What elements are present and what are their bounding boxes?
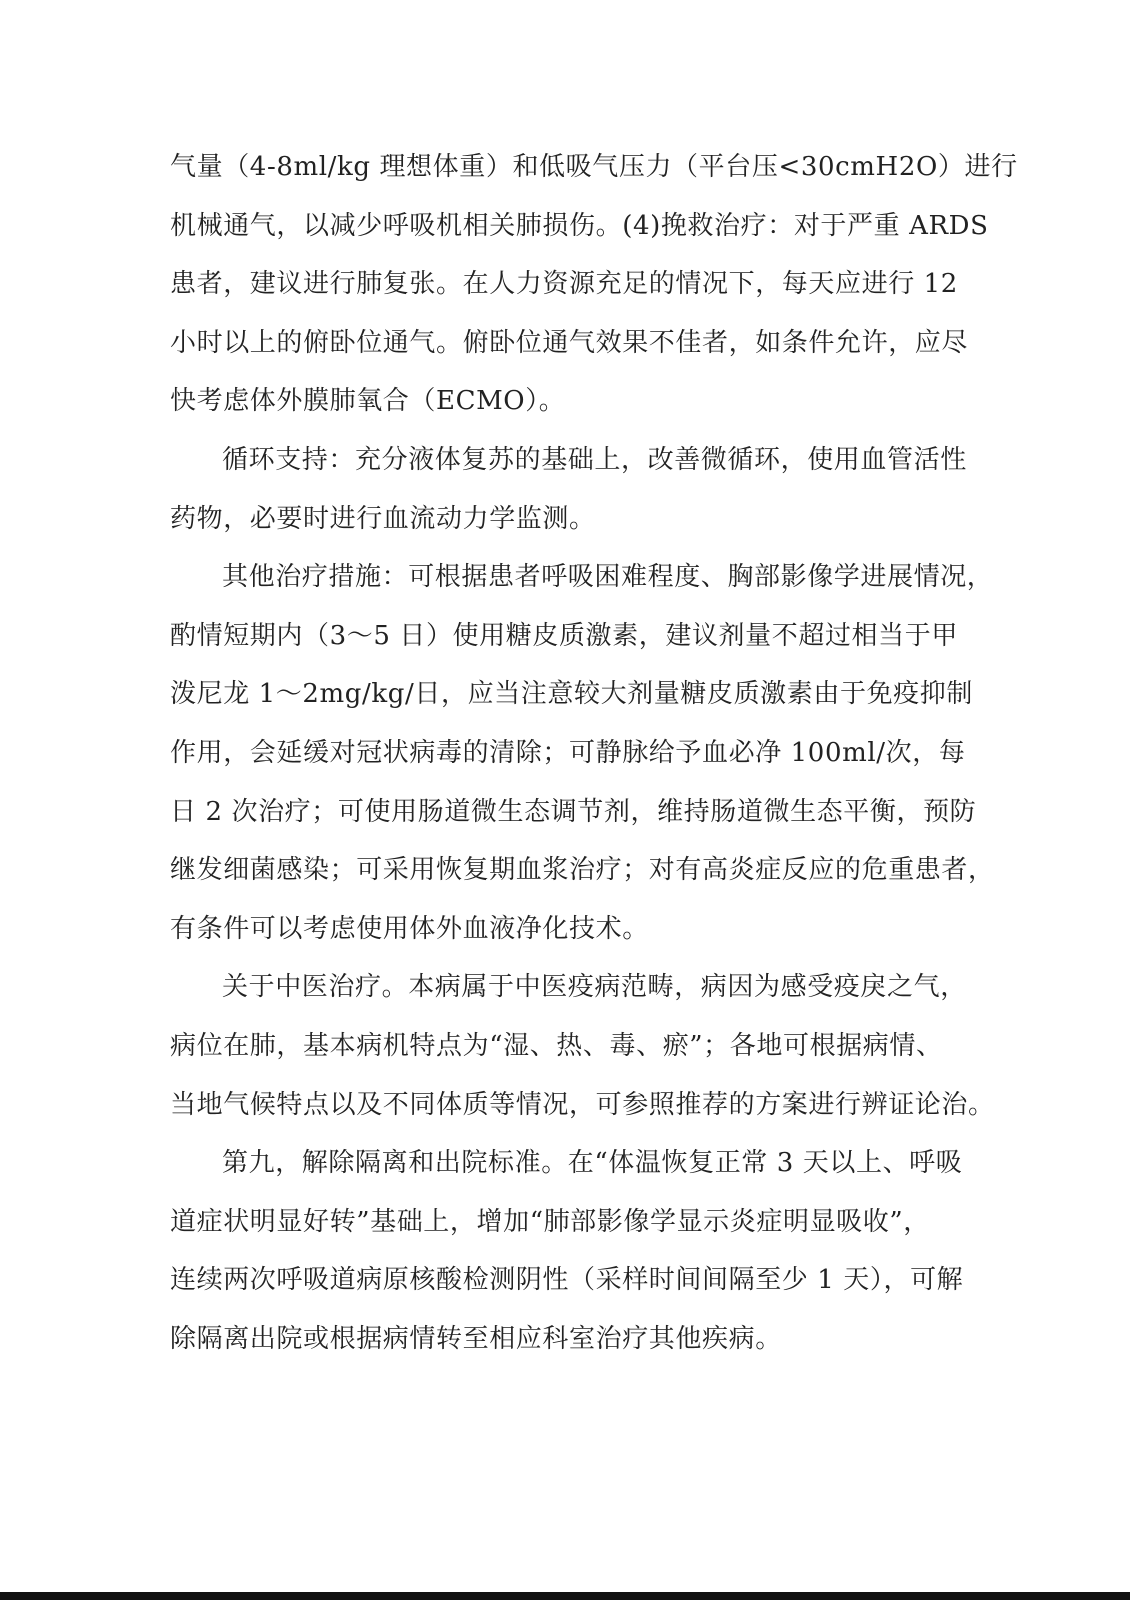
text-line: 有条件可以考虑使用体外血液净化技术。: [170, 913, 649, 944]
text-line: 泼尼龙 1～2mg/kg/日，应当注意较大剂量糖皮质激素由于免疫抑制: [170, 679, 973, 710]
text-line: 患者，建议进行肺复张。在人力资源充足的情况下，每天应进行 12: [170, 269, 958, 300]
bottom-border: [0, 1592, 1130, 1600]
text-line: 当地气候特点以及不同体质等情况，可参照推荐的方案进行辨证论治。: [170, 1089, 995, 1120]
paragraph-start-line: 循环支持：充分液体复苏的基础上，改善微循环，使用血管活性: [222, 444, 967, 475]
text-line: 日 2 次治疗；可使用肠道微生态调节剂，维持肠道微生态平衡，预防: [170, 796, 977, 827]
paragraph-start-line: 第九，解除隔离和出院标准。在“体温恢复正常 3 天以上、呼吸: [222, 1148, 963, 1179]
text-line: 气量（4-8ml/kg 理想体重）和低吸气压力（平台压<30cmH2O）进行: [170, 152, 1018, 182]
paragraph-start-line: 关于中医治疗。本病属于中医疫病范畴，病因为感受疫戾之气，: [222, 972, 967, 1003]
text-line: 药物，必要时进行血流动力学监测。: [170, 503, 596, 534]
text-line: 除隔离出院或根据病情转至相应科室治疗其他疾病。: [170, 1323, 782, 1354]
paragraph-start-line: 其他治疗措施：可根据患者呼吸困难程度、胸部影像学进展情况，: [222, 562, 994, 593]
text-line: 道症状明显好转”基础上，增加“肺部影像学显示炎症明显吸收”，: [170, 1206, 930, 1237]
text-line: 连续两次呼吸道病原核酸检测阴性（采样时间间隔至少 1 天），可解: [170, 1265, 964, 1296]
text-line: 作用，会延缓对冠状病毒的清除；可静脉给予血必净 100ml/次，每: [170, 737, 966, 768]
text-line: 继发细菌感染；可采用恢复期血浆治疗；对有高炎症反应的危重患者，: [170, 855, 995, 886]
text-line: 机械通气，以减少呼吸机相关肺损伤。(4)挽救治疗：对于严重 ARDS: [170, 210, 989, 241]
text-line: 病位在肺，基本病机特点为“湿、热、毒、瘀”；各地可根据病情、: [170, 1030, 943, 1061]
document-body: [170, 138, 1018, 1368]
text-line: 酌情短期内（3～5 日）使用糖皮质激素，建议剂量不超过相当于甲: [170, 620, 958, 651]
text-line: 小时以上的俯卧位通气。俯卧位通气效果不佳者，如条件允许，应尽: [170, 327, 969, 358]
text-line: 快考虑体外膜肺氧合（ECMO）。: [170, 386, 566, 417]
